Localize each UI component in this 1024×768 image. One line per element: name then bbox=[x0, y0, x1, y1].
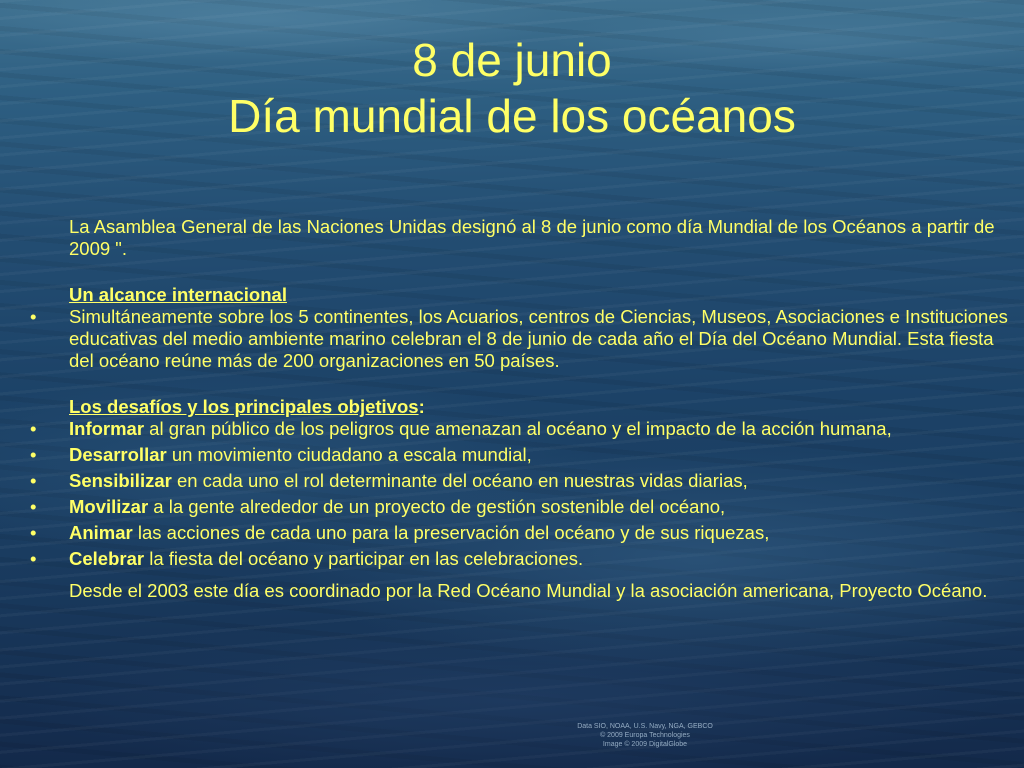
bullet-icon: • bbox=[30, 470, 37, 491]
objective-item bbox=[30, 496, 1014, 518]
objective-text: en cada uno el rol determinante del océano en nuestras vidas diarias, bbox=[171, 470, 748, 491]
list-item bbox=[30, 306, 1014, 372]
objective-text: al gran público de los peligros que amenazan al océano y el impacto de la acción humana, bbox=[144, 418, 892, 439]
credit-line: © 2009 Europa Technologies bbox=[600, 732, 690, 739]
credit-line: Image © 2009 DigitalGlobe bbox=[602, 741, 688, 748]
objective-item bbox=[30, 444, 1014, 466]
title-line-date: 8 de junio bbox=[412, 34, 612, 86]
objective-verb: Sensibilizar bbox=[69, 470, 172, 491]
credit-line: Data SIO, NOAA, U.S. Navy, NGA, GEBCO bbox=[577, 723, 713, 730]
bullet-icon: • bbox=[30, 496, 37, 517]
objective-item bbox=[30, 522, 1014, 544]
bullet-icon: • bbox=[30, 444, 37, 465]
slide-title bbox=[0, 32, 1024, 144]
objective-verb: Informar bbox=[69, 418, 145, 439]
section-heading-international: Un alcance internacional bbox=[69, 284, 287, 305]
objective-item bbox=[30, 548, 1014, 570]
bullet-icon: • bbox=[30, 548, 37, 569]
objective-verb: Desarrollar bbox=[69, 444, 167, 465]
objective-text: las acciones de cada uno para la preservación del océano y de sus riquezas, bbox=[132, 522, 770, 543]
objective-text: a la gente alrededor de un proyecto de gestión sostenible del océano, bbox=[148, 496, 726, 517]
section-heading-objectives bbox=[69, 396, 1014, 418]
bullet-icon: • bbox=[30, 306, 37, 327]
slide-body bbox=[30, 216, 1014, 602]
list-item-text: Simultáneamente sobre los 5 continentes, los Acuarios, centros de Ciencias, Museos, Asociaciones e Instituciones educativas del medio ambiente marino celebran el 8 de junio de cada año el Día del Océano Mundial. Esta fiesta del océano reúne más de 200 organizaciones en 50 países. bbox=[69, 306, 1008, 371]
section-heading-objectives-text: Los desafíos y los principales objetivos bbox=[69, 396, 419, 417]
objective-verb: Celebrar bbox=[69, 548, 145, 569]
closing-paragraph: Desde el 2003 este día es coordinado por la Red Océano Mundial y la asociación americana, Proyecto Océano. bbox=[69, 580, 988, 601]
objective-text: la fiesta del océano y participar en las celebraciones. bbox=[144, 548, 584, 569]
objective-text: un movimiento ciudadano a escala mundial, bbox=[166, 444, 532, 465]
intro-paragraph: La Asamblea General de las Naciones Unidas designó al 8 de junio como día Mundial de los Océanos a partir de 2009 ". bbox=[69, 216, 995, 259]
objective-verb: Movilizar bbox=[69, 496, 149, 517]
title-line-name: Día mundial de los océanos bbox=[228, 90, 796, 142]
objective-verb: Animar bbox=[69, 522, 133, 543]
objective-item bbox=[30, 418, 1014, 440]
bullet-icon: • bbox=[30, 418, 37, 439]
bullet-icon: • bbox=[30, 522, 37, 543]
imagery-credit bbox=[525, 722, 765, 749]
section-heading-objectives-colon: : bbox=[418, 396, 425, 417]
objective-item bbox=[30, 470, 1014, 492]
